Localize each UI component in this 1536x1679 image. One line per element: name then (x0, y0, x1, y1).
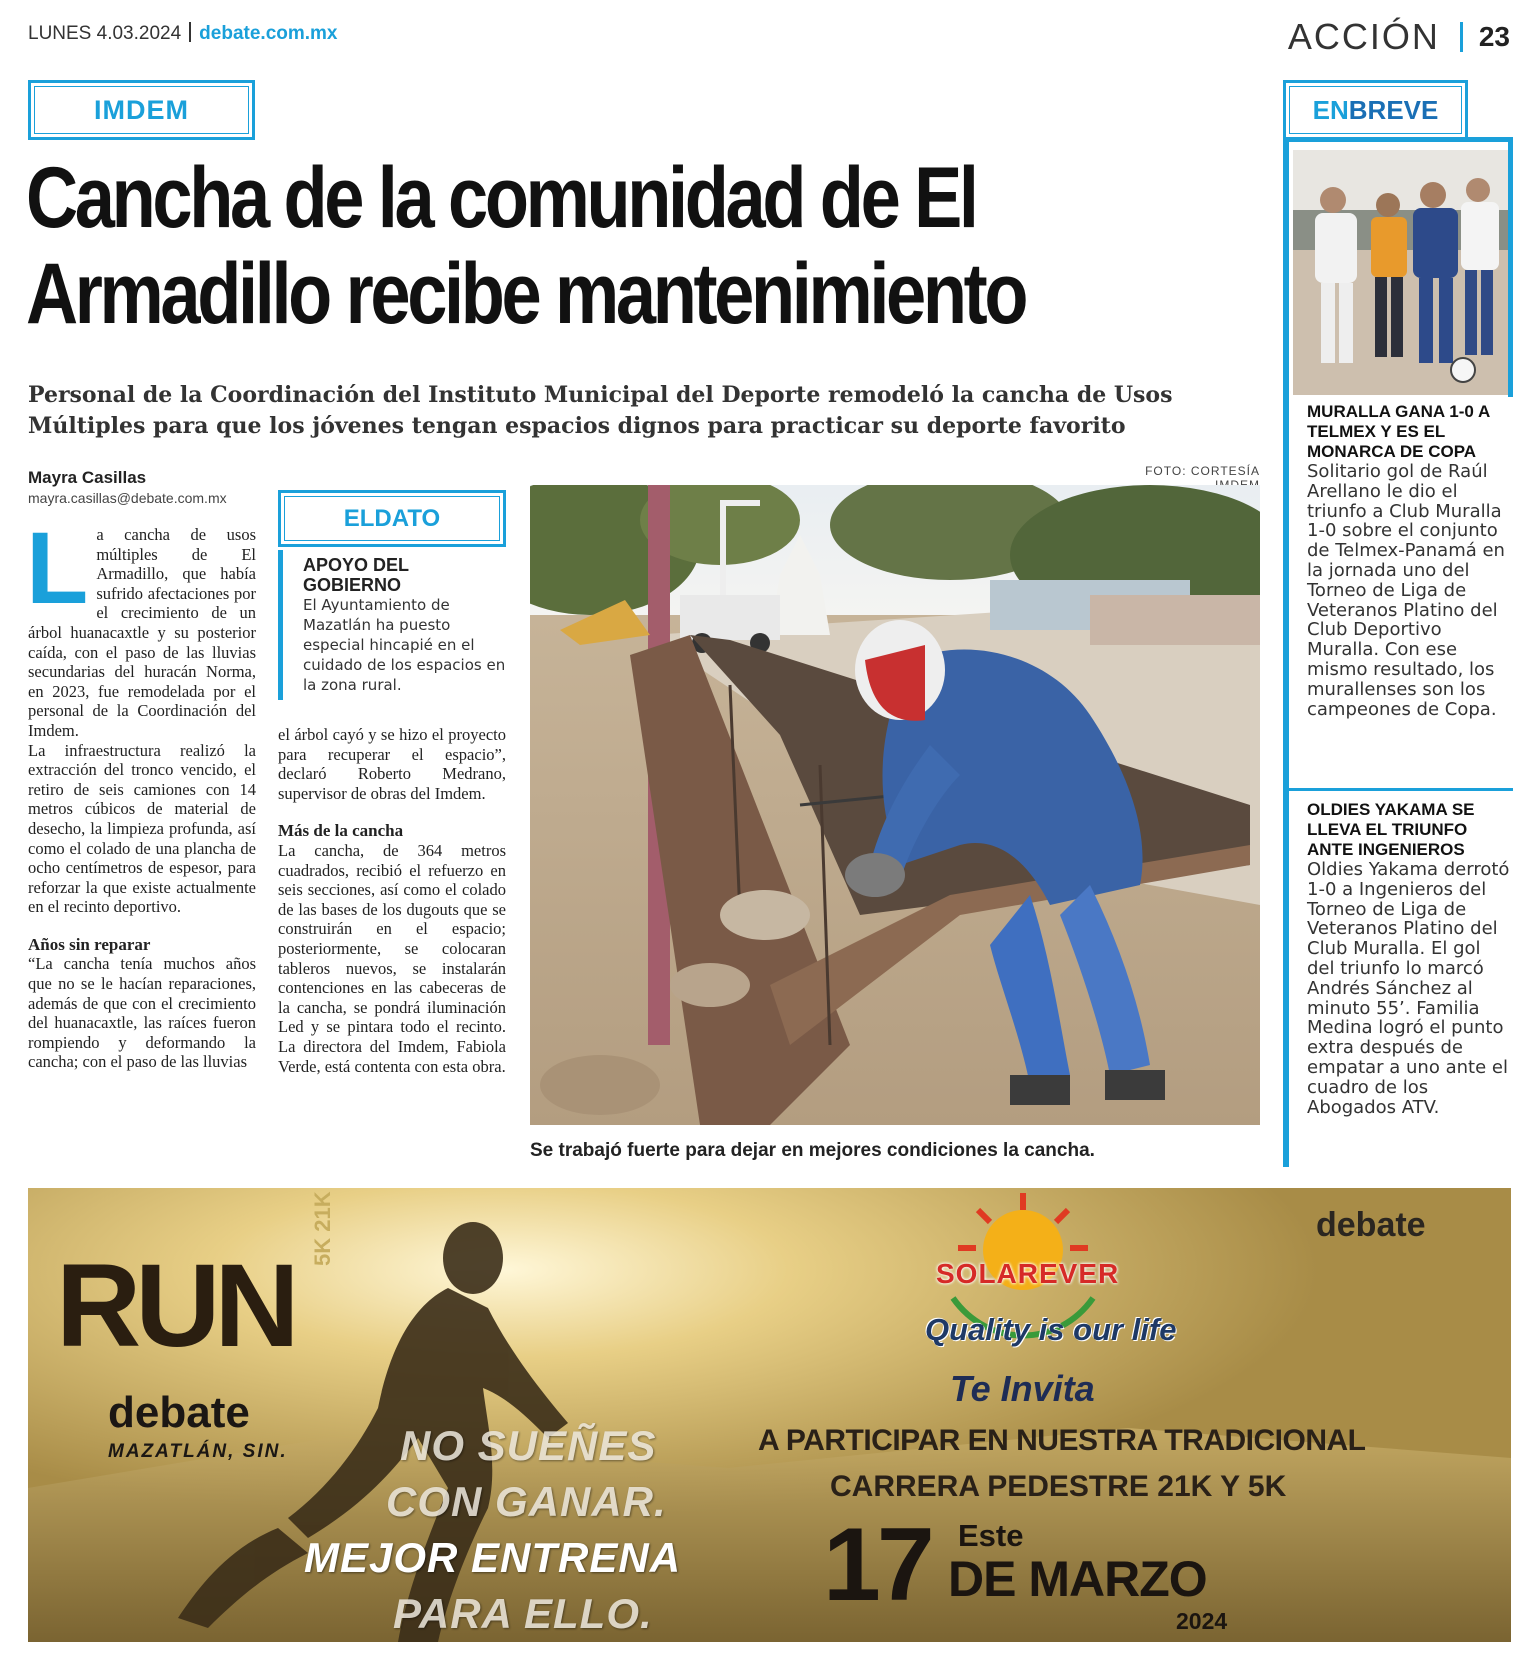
brief-text: Solitario gol de Raúl Arellano le dio el triunfo a Club Muralla 1-0 sobre el conjunto de Telmex-Panamá en la jornada uno del Torneo de Liga de Veteranos Platino del Club Deportivo Muralla. Con ese mismo resultado, los murallenses son los campeones de Copa. (1307, 461, 1505, 720)
ad-run-distances: 5K 21K (310, 1191, 335, 1266)
article-column-1 (26, 511, 256, 1072)
main-photo-worker-welding (530, 485, 1260, 1125)
ad-sponsor-tagline: Quality is our life (925, 1312, 1177, 1347)
article-subtitle: Más de la cancha (278, 821, 404, 841)
eldato-label-box (278, 490, 506, 547)
sidebar-left-rule (1283, 137, 1289, 1167)
eldato-title: APOYO DEL GOBIERNO (303, 555, 409, 595)
sidebar-photo-soccer (1293, 150, 1508, 395)
article-subhead: Personal de la Coordinación del Instituto Municipal del Deporte remodeló la cancha de Usos Múltiples para que los jóvenes tengan espacios dignos para practicar su deporte favorito (28, 382, 1173, 439)
article-column-2 (278, 725, 506, 1076)
ad-slogan-line: CON GANAR. (386, 1478, 667, 1525)
article-paragraph: La cancha, de 364 metros cuadrados, recibió el refuerzo en seis secciones, así como el colado de las bases de los dugouts que se construirán en el espacio; posteriormente, se colocaran tableros nuevos, se instalarán contenciones en las cabeceras de la cancha, se pondrá iluminación Led y se pintara todo el recinto. La directora del Imdem, Fabiola Verde, está contenta con esta obra. (278, 840, 506, 1076)
ad-line-1: A PARTICIPAR EN NUESTRA TRADICIONAL (758, 1424, 1366, 1457)
sidebar-right-rule (1508, 137, 1513, 397)
article-headline: Cancha de la comunidad de El Armadillo recibe mantenimiento (26, 150, 1026, 342)
ad-slogan-line: PARA ELLO. (393, 1590, 653, 1637)
eldato-body (278, 550, 506, 700)
photo-illustration (530, 485, 1260, 1125)
kicker-label: IMDEM (94, 94, 189, 125)
section-name: ACCIÓN (1287, 16, 1440, 57)
ad-date-month: DE MARZO (948, 1551, 1207, 1607)
site-link[interactable]: debate.com.mx (199, 23, 338, 44)
sidebar-divider (1289, 788, 1513, 791)
sidebar-photo-illustration (1293, 150, 1508, 395)
ad-date-day: 17 (823, 1507, 931, 1623)
author-name: Mayra Casillas (28, 468, 147, 487)
ad-sponsor-name: SOLAREVER (936, 1258, 1120, 1289)
enbreve-label: ENBREVE (1312, 94, 1439, 125)
header-divider (189, 22, 191, 42)
ad-date-year: 2024 (1176, 1608, 1228, 1634)
enbreve-label-box (1283, 80, 1468, 140)
section-kicker (28, 80, 255, 140)
ad-date-prefix: Este (958, 1518, 1024, 1553)
run-advertisement[interactable] (28, 1188, 1511, 1642)
ad-slogan-line: MEJOR ENTRENA (304, 1534, 682, 1581)
brief-text: Oldies Yakama derrotó 1-0 a Ingenieros del Torneo de Liga de Veteranos Platino del Club Muralla. El gol del triunfo lo marcó Andrés Sánchez al minuto 55’. Familia Medina logró el punto extra después de empatar a uno ante el cuadro de los Abogados ATV. (1307, 859, 1510, 1118)
article-paragraph: “La cancha tenía muchos años que no se le hacían reparaciones, además de que con el crecimiento del huanacaxtle, las raíces fueron rompiendo y deformando la cancha; con el paso de las lluvias (28, 954, 256, 1072)
ad-invite: Te Invita (950, 1368, 1095, 1409)
eldato-label: ELDATO (343, 504, 441, 532)
article-paragraph: La cancha de usos múltiples de El Armadillo, que había sufrido afectaciones por el crecimiento de un árbol huanacaxtle y su posterior caída, con el paso de las lluvias secundarias del huracán Norma, en 2023, fue remodelada por el personal de la Coordinación del Imdem. (26, 511, 256, 740)
author-email[interactable]: mayra.casillas@debate.com.mx (28, 490, 227, 506)
ad-city: MAZATLÁN, SIN. (108, 1441, 288, 1462)
photo-credit: FOTO: CORTESÍA (1145, 464, 1260, 478)
brief-item (1307, 800, 1512, 1117)
brief-title: OLDIES YAKAMA SE LLEVA EL TRIUNFO ANTE INGENIEROS (1307, 800, 1475, 859)
eldato-text: El Ayuntamiento de Mazatlán ha puesto especial hincapié en el cuidado de los espacios en la zona rural. (303, 596, 506, 694)
ad-debate-logo: debate (108, 1388, 250, 1437)
article-paragraph: el árbol cayó y se hizo el proyecto para recuperar el espacio”, declaró Roberto Medrano, supervisor de obras del Imdem. (278, 725, 506, 803)
page-header-right (1288, 16, 1510, 58)
header-divider (1460, 22, 1463, 52)
article-paragraph: La infraestructura realizó la extracción del tronco vencido, el retiro de seis camiones con 14 metros cúbicos de material de desecho, la limpieza profunda, así como el colado de una plancha de ocho centímetros de espesor, para reforzar la que existe actualmente en el recinto deportivo. (28, 740, 256, 917)
brief-title: MURALLA GANA 1-0 A TELMEX Y ES EL MONARCA DE COPA (1307, 402, 1490, 461)
page-header-left (28, 22, 338, 45)
page-number: 23 (1478, 21, 1510, 52)
brief-item (1307, 402, 1512, 719)
issue-date: LUNES 4.03.2024 (28, 23, 182, 44)
ad-corner-debate-logo: debate (1316, 1206, 1426, 1244)
ad-line-2: CARRERA PEDESTRE 21K Y 5K (830, 1470, 1287, 1503)
drop-cap: L (26, 511, 89, 625)
photo-caption: Se trabajó fuerte para dejar en mejores condiciones la cancha. (530, 1140, 1095, 1161)
ad-slogan-line: NO SUEÑES (400, 1422, 657, 1469)
article-subtitle: Años sin reparar (28, 934, 151, 954)
ad-run-title: RUN (56, 1240, 294, 1372)
